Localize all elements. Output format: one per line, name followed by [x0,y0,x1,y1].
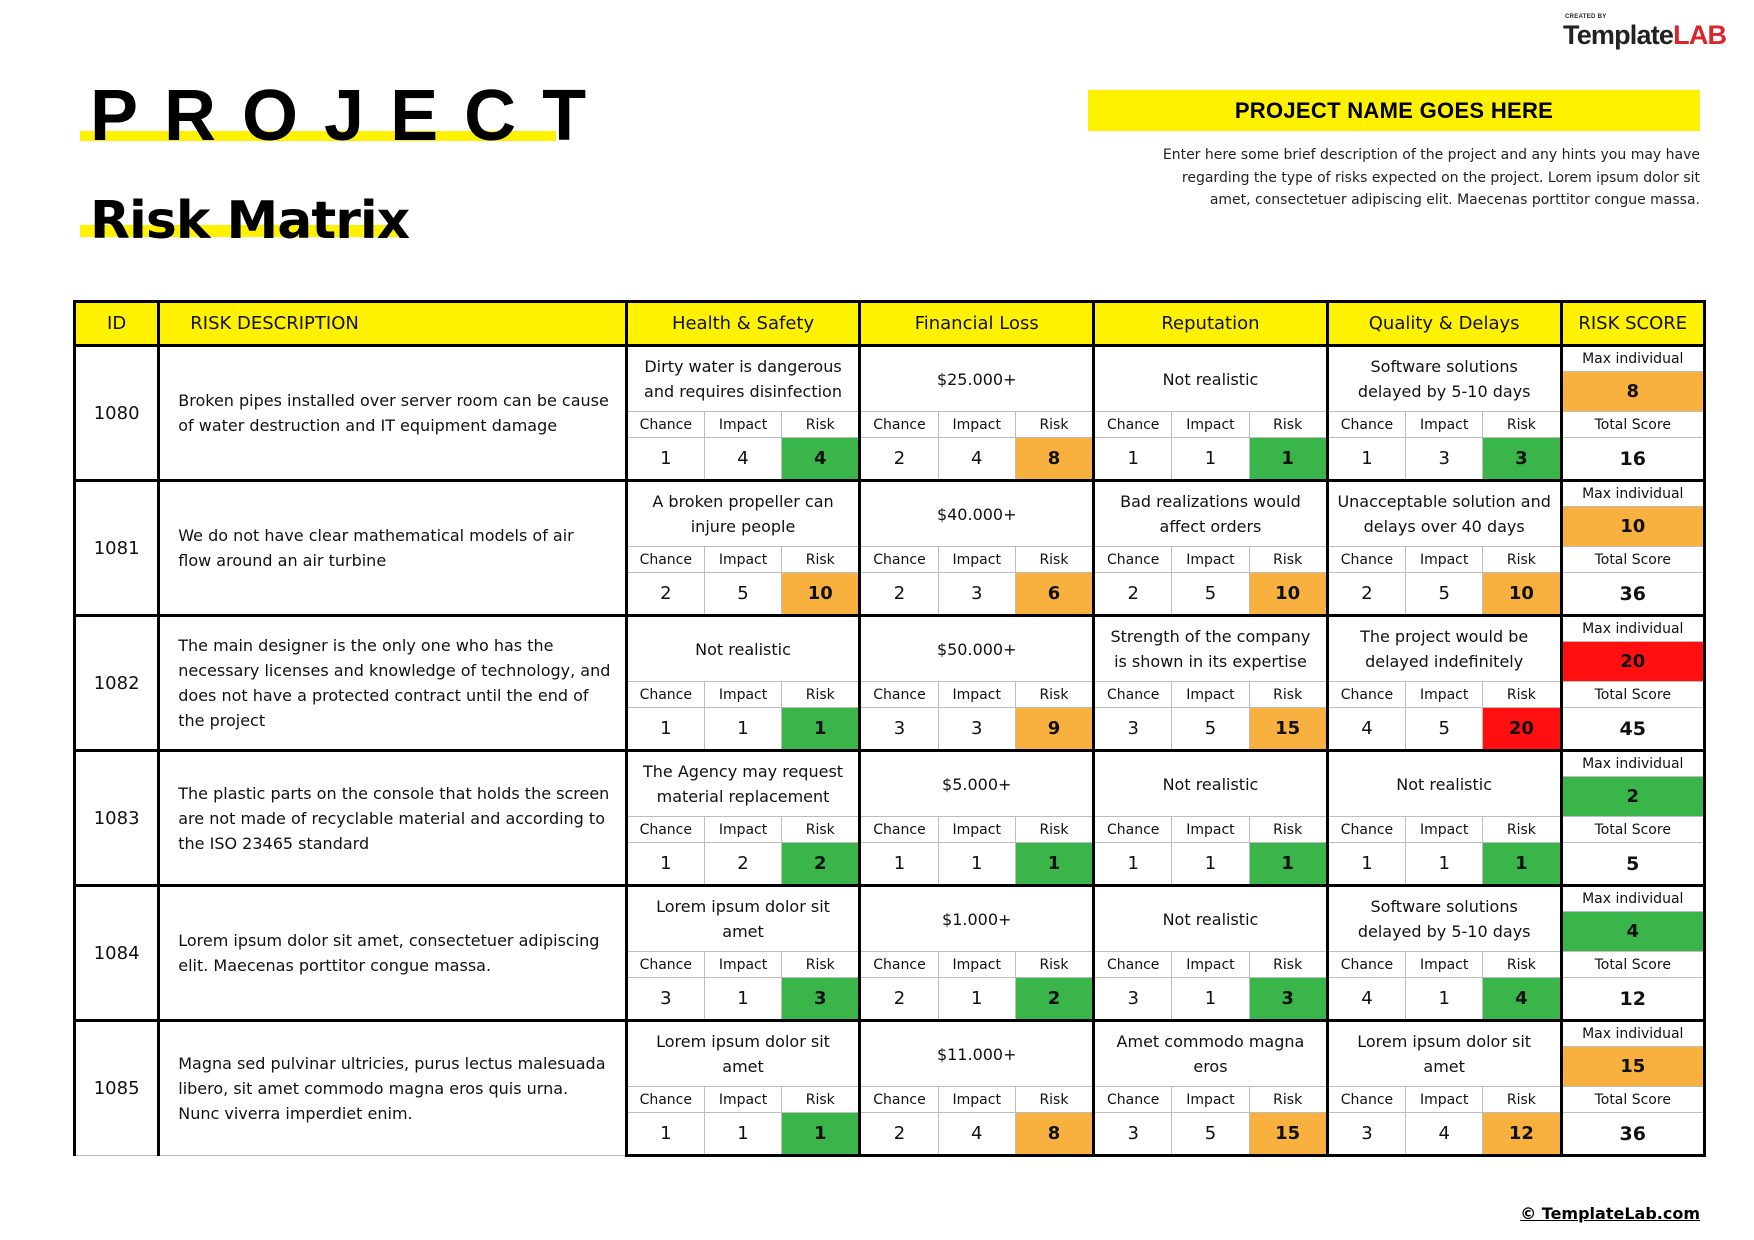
impact-value: 5 [704,573,781,616]
risk-consequence: Amet commodo magna eros [1094,1021,1328,1087]
risk-consequence: Lorem ipsum dolor sit amet [626,886,860,952]
impact-value: 3 [938,573,1015,616]
chance-value: 2 [626,573,704,616]
risk-description: Magna sed pulvinar ultricies, purus lectus malesuada libero, sit amet commodo magna eros quis urna. Nunc viverra imperdiet enim. [159,1021,626,1156]
risk-row [75,751,1705,777]
chance-value: 2 [860,978,938,1021]
impact-value: 5 [1406,573,1483,616]
max-individual-value: 15 [1561,1047,1704,1087]
risk-description: The main designer is the only one who has the necessary licenses and knowledge of technology, and does not have a protected contract until the end of the project [159,616,626,751]
impact-value: 1 [1172,978,1249,1021]
chance-label: Chance [1094,1087,1172,1113]
risk-rows [75,346,1705,1156]
impact-label: Impact [1406,412,1483,438]
impact-value: 5 [1172,1113,1249,1156]
risk-consequence: $50.000+ [860,616,1094,682]
chance-value: 1 [1327,438,1405,481]
total-score-label: Total Score [1561,952,1704,978]
risk-label: Risk [1483,817,1561,843]
impact-value: 1 [1406,978,1483,1021]
chance-value: 3 [1094,978,1172,1021]
risk-consequence: Software solutions delayed by 5-10 days [1327,346,1561,412]
copyright-link[interactable]: © TemplateLab.com [1520,1204,1700,1223]
risk-label: Risk [1483,547,1561,573]
impact-label: Impact [1406,952,1483,978]
chance-label: Chance [1327,547,1405,573]
logo-created-by: CREATED BY [1565,14,1607,20]
risk-label: Risk [1249,1087,1327,1113]
impact-value: 5 [1406,708,1483,751]
risk-value: 10 [1249,573,1327,616]
risk-label: Risk [1015,817,1093,843]
header-category: Quality & Delays [1327,302,1561,346]
impact-label: Impact [1172,817,1249,843]
risk-consequence: Lorem ipsum dolor sit amet [1327,1021,1561,1087]
risk-row [75,616,1705,642]
risk-description: We do not have clear mathematical models of air flow around an air turbine [159,481,626,616]
logo-part2: LAB [1673,20,1727,50]
max-individual-value: 10 [1561,507,1704,547]
chance-label: Chance [626,547,704,573]
chance-label: Chance [1094,817,1172,843]
impact-value: 4 [1406,1113,1483,1156]
header-category: Reputation [1094,302,1328,346]
risk-value: 4 [1483,978,1561,1021]
chance-label: Chance [860,1087,938,1113]
impact-label: Impact [1172,412,1249,438]
total-score-label: Total Score [1561,547,1704,573]
impact-value: 4 [704,438,781,481]
risk-label: Risk [1483,1087,1561,1113]
chance-value: 2 [1094,573,1172,616]
risk-consequence: Software solutions delayed by 5-10 days [1327,886,1561,952]
risk-label: Risk [782,682,860,708]
header-category: Financial Loss [860,302,1094,346]
impact-value: 1 [938,843,1015,886]
risk-consequence: A broken propeller can injure people [626,481,860,547]
risk-matrix-table [73,300,1706,1157]
impact-label: Impact [938,547,1015,573]
risk-label: Risk [1249,412,1327,438]
impact-label: Impact [704,682,781,708]
impact-value: 1 [704,978,781,1021]
chance-label: Chance [1327,1087,1405,1113]
header-description: RISK DESCRIPTION [159,302,626,346]
impact-label: Impact [938,817,1015,843]
chance-value: 2 [860,573,938,616]
risk-consequence: $5.000+ [860,751,1094,817]
impact-value: 5 [1172,708,1249,751]
risk-consequence: Not realistic [1094,751,1328,817]
risk-label: Risk [1483,952,1561,978]
risk-label: Risk [1249,682,1327,708]
max-individual-value: 2 [1561,777,1704,817]
project-description-line: Enter here some brief description of the project and any hints you may have [1162,147,1700,163]
chance-value: 2 [860,1113,938,1156]
risk-description: The plastic parts on the console that holds the screen are not made of recyclable material and according to the ISO 23465 standard [159,751,626,886]
impact-value: 4 [938,438,1015,481]
templatelab-logo [1563,14,1735,48]
total-score-value: 36 [1561,573,1704,616]
chance-label: Chance [626,817,704,843]
subtitle-block [90,190,409,252]
chance-value: 1 [626,843,704,886]
total-score-value: 5 [1561,843,1704,886]
total-score-value: 36 [1561,1113,1704,1156]
impact-label: Impact [704,952,781,978]
impact-value: 1 [1172,438,1249,481]
risk-label: Risk [1483,682,1561,708]
risk-label: Risk [1015,412,1093,438]
risk-value: 2 [782,843,860,886]
total-score-label: Total Score [1561,1087,1704,1113]
header-risk-score: RISK SCORE [1561,302,1704,346]
impact-value: 5 [1172,573,1249,616]
chance-label: Chance [1094,412,1172,438]
risk-id: 1080 [75,346,159,481]
chance-label: Chance [1327,952,1405,978]
impact-label: Impact [1406,817,1483,843]
impact-label: Impact [704,817,781,843]
chance-label: Chance [1094,952,1172,978]
risk-label: Risk [1015,547,1093,573]
risk-id: 1083 [75,751,159,886]
impact-label: Impact [1172,547,1249,573]
risk-value: 1 [1249,438,1327,481]
risk-id: 1082 [75,616,159,751]
max-individual-value: 8 [1561,372,1704,412]
impact-label: Impact [704,1087,781,1113]
chance-label: Chance [626,1087,704,1113]
risk-value: 9 [1015,708,1093,751]
risk-consequence: The Agency may request material replacement [626,751,860,817]
chance-value: 4 [1327,978,1405,1021]
impact-label: Impact [1172,1087,1249,1113]
risk-value: 10 [1483,573,1561,616]
impact-value: 1 [704,708,781,751]
chance-value: 2 [860,438,938,481]
risk-consequence: Not realistic [626,616,860,682]
chance-label: Chance [1327,412,1405,438]
chance-label: Chance [1327,682,1405,708]
impact-label: Impact [1406,547,1483,573]
risk-row [75,481,1705,507]
risk-id: 1084 [75,886,159,1021]
logo-wordmark [1563,20,1726,50]
impact-label: Impact [1172,952,1249,978]
header-category: Health & Safety [626,302,860,346]
header-id: ID [75,302,159,346]
risk-value: 12 [1483,1113,1561,1156]
risk-consequence: Lorem ipsum dolor sit amet [626,1021,860,1087]
risk-value: 6 [1015,573,1093,616]
total-score-value: 16 [1561,438,1704,481]
risk-label: Risk [782,547,860,573]
chance-label: Chance [1094,547,1172,573]
total-score-value: 45 [1561,708,1704,751]
max-individual-label: Max individual [1561,346,1704,372]
chance-value: 3 [1094,1113,1172,1156]
impact-value: 1 [1406,843,1483,886]
chance-label: Chance [860,817,938,843]
risk-label: Risk [1249,817,1327,843]
risk-label: Risk [1015,1087,1093,1113]
chance-value: 3 [860,708,938,751]
risk-consequence: The project would be delayed indefinitely [1327,616,1561,682]
header-row [75,302,1705,346]
risk-consequence: Unacceptable solution and delays over 40 days [1327,481,1561,547]
max-individual-label: Max individual [1561,1021,1704,1047]
project-description-line: amet, consectetuer adipiscing elit. Maecenas porttitor congue massa. [1209,192,1700,208]
total-score-value: 12 [1561,978,1704,1021]
risk-consequence: $25.000+ [860,346,1094,412]
chance-label: Chance [626,952,704,978]
risk-label: Risk [782,1087,860,1113]
impact-label: Impact [704,412,781,438]
risk-row [75,886,1705,912]
project-description [1110,144,1700,212]
risk-value: 15 [1249,708,1327,751]
impact-label: Impact [938,1087,1015,1113]
impact-label: Impact [704,547,781,573]
risk-consequence: Strength of the company is shown in its expertise [1094,616,1328,682]
impact-value: 2 [704,843,781,886]
risk-consequence: $11.000+ [860,1021,1094,1087]
impact-value: 1 [704,1113,781,1156]
risk-value: 3 [782,978,860,1021]
project-name: PROJECT NAME GOES HERE [1088,90,1700,131]
risk-label: Risk [782,817,860,843]
total-score-label: Total Score [1561,817,1704,843]
max-individual-value: 20 [1561,642,1704,682]
chance-value: 1 [1094,843,1172,886]
chance-value: 1 [626,708,704,751]
impact-label: Impact [938,682,1015,708]
chance-value: 3 [1094,708,1172,751]
risk-label: Risk [782,952,860,978]
impact-value: 3 [1406,438,1483,481]
chance-label: Chance [860,952,938,978]
risk-value: 1 [1015,843,1093,886]
risk-label: Risk [1015,952,1093,978]
impact-label: Impact [938,952,1015,978]
risk-value: 20 [1483,708,1561,751]
risk-value: 3 [1483,438,1561,481]
total-score-label: Total Score [1561,682,1704,708]
risk-value: 10 [782,573,860,616]
risk-consequence: Bad realizations would affect orders [1094,481,1328,547]
chance-label: Chance [860,547,938,573]
chance-value: 3 [1327,1113,1405,1156]
risk-label: Risk [782,412,860,438]
chance-value: 3 [626,978,704,1021]
impact-label: Impact [938,412,1015,438]
max-individual-value: 4 [1561,912,1704,952]
risk-value: 1 [782,1113,860,1156]
chance-label: Chance [1094,682,1172,708]
risk-value: 15 [1249,1113,1327,1156]
impact-value: 1 [1172,843,1249,886]
project-description-line: regarding the type of risks expected on the project. Lorem ipsum dolor sit [1181,169,1700,186]
page-subtitle: Risk Matrix [90,191,410,251]
chance-label: Chance [860,412,938,438]
max-individual-label: Max individual [1561,751,1704,777]
risk-description: Lorem ipsum dolor sit amet, consectetuer adipiscing elit. Maecenas porttitor congue massa. [159,886,626,1021]
risk-id: 1081 [75,481,159,616]
risk-consequence: $1.000+ [860,886,1094,952]
risk-consequence: Not realistic [1327,751,1561,817]
risk-value: 2 [1015,978,1093,1021]
impact-label: Impact [1406,1087,1483,1113]
risk-value: 1 [1249,843,1327,886]
chance-label: Chance [626,682,704,708]
risk-value: 3 [1249,978,1327,1021]
max-individual-label: Max individual [1561,886,1704,912]
page-title: PROJECT [90,76,613,156]
impact-value: 1 [938,978,1015,1021]
chance-value: 1 [860,843,938,886]
chance-value: 4 [1327,708,1405,751]
impact-value: 4 [938,1113,1015,1156]
chance-value: 1 [1094,438,1172,481]
total-score-label: Total Score [1561,412,1704,438]
chance-label: Chance [860,682,938,708]
risk-row [75,346,1705,372]
risk-consequence: $40.000+ [860,481,1094,547]
risk-value: 1 [782,708,860,751]
title-main-block [90,76,612,156]
impact-label: Impact [1406,682,1483,708]
risk-id: 1085 [75,1021,159,1156]
chance-value: 1 [626,438,704,481]
chance-label: Chance [626,412,704,438]
impact-value: 3 [938,708,1015,751]
impact-label: Impact [1172,682,1249,708]
chance-label: Chance [1327,817,1405,843]
risk-label: Risk [1015,682,1093,708]
logo-part1: Template [1563,20,1674,50]
risk-label: Risk [1249,547,1327,573]
risk-label: Risk [1483,412,1561,438]
risk-consequence: Not realistic [1094,886,1328,952]
risk-description: Broken pipes installed over server room can be cause of water destruction and IT equipment damage [159,346,626,481]
chance-value: 2 [1327,573,1405,616]
max-individual-label: Max individual [1561,481,1704,507]
risk-value: 8 [1015,1113,1093,1156]
max-individual-label: Max individual [1561,616,1704,642]
risk-value: 1 [1483,843,1561,886]
chance-value: 1 [1327,843,1405,886]
chance-value: 1 [626,1113,704,1156]
risk-consequence: Dirty water is dangerous and requires disinfection [626,346,860,412]
risk-value: 8 [1015,438,1093,481]
risk-row [75,1021,1705,1047]
risk-label: Risk [1249,952,1327,978]
risk-value: 4 [782,438,860,481]
risk-consequence: Not realistic [1094,346,1328,412]
